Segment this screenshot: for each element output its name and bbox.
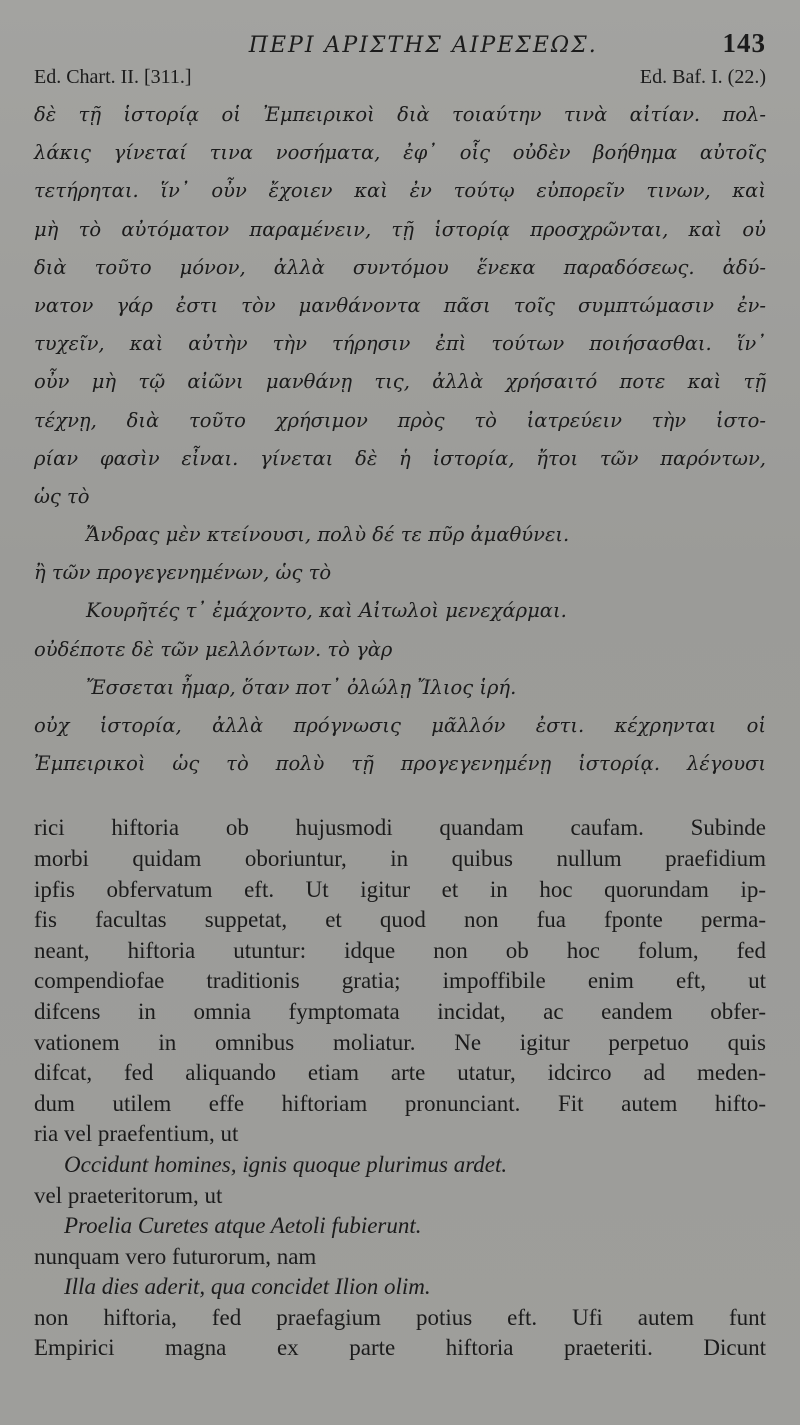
latin-verse-quotation: Illa dies aderit, qua concidet Ilion olim. xyxy=(64,1274,431,1300)
greek-line: οὐχ ἱστορία, ἀλλὰ πρόγνωσις μᾶλλόν ἐστι. κέχρηνται οἱ xyxy=(34,714,766,737)
section-gap xyxy=(34,783,766,813)
page-number: 143 xyxy=(722,28,766,58)
greek-line: οὐδέποτε δὲ τῶν μελλόντων. τὸ γὰρ xyxy=(34,637,393,661)
greek-line: τυχεῖν, καὶ αὐτὴν τὴν τήρησιν ἐπὶ τούτων ποιήσασθαι. ἵν᾽ xyxy=(34,332,766,356)
greek-line: τέχνῃ, διὰ τοῦτο χρήσιμον πρὸς τὸ ἰατρεύειν τὴν ἱστο- xyxy=(34,408,766,432)
greek-line: ἢ τῶν προγεγενημένων, ὡς τὸ xyxy=(34,561,332,585)
latin-line: vel praeteritorum, ut xyxy=(34,1182,223,1208)
greek-line: τετήρηται. ἵν᾽ οὖν ἔχοιεν καὶ ἐν τούτῳ εὐπορεῖν τινων, καὶ xyxy=(34,179,766,203)
greek-line: Ἐμπειρικοὶ ὡς τὸ πολὺ τῇ προγεγενημένῃ ἱστορίᾳ. λέγουσι xyxy=(34,752,766,776)
latin-verse-quotation: Occidunt homines, ignis quoque plurimus ardet. xyxy=(64,1151,508,1177)
greek-line: λάκις γίνεταί τινα νοσήματα, ἐφ᾽ οἷς οὐδὲν βοήθημα αὐτοῖς xyxy=(34,141,766,165)
greek-line: νατον γάρ ἐστι τὸν μανθάνοντα πᾶσι τοῖς συμπτώμασιν ἐν- xyxy=(34,293,766,317)
latin-line: vationem in omnibus moliatur. Ne igitur perpetuo quis xyxy=(34,1029,766,1055)
latin-line: fis facultas suppetat, et quod non fua fponte perma- xyxy=(34,907,766,933)
latin-line: rici hiftoria ob hujusmodi quandam caufam. Subinde xyxy=(34,815,766,841)
running-title: ΠΕΡΙ ΑΡΙΣΤΗΣ ΑΙΡΕΣΕΩΣ. xyxy=(248,33,598,58)
latin-line: dum utilem effe hiftoriam pronunciant. Fit autem hifto- xyxy=(34,1090,766,1116)
edition-chart-reference: Ed. Chart. II. [311.] xyxy=(34,66,192,88)
edition-basel-reference: Ed. Baf. I. (22.) xyxy=(639,66,766,88)
greek-verse-quotation: Κουρῆτές τ᾽ ἐμάχοντο, καὶ Αἰτωλοὶ μενεχάρμαι. xyxy=(86,599,567,623)
greek-verse-quotation: Ἔσσεται ἦμαρ, ὅταν ποτ᾽ ὀλώλῃ Ἴλιος ἱρή. xyxy=(86,675,517,699)
latin-line: difcat, fed aliquando etiam arte utatur, idcirco ad meden- xyxy=(34,1060,766,1086)
greek-text-block xyxy=(34,96,766,783)
greek-line: οὖν μὴ τῷ αἰῶνι μανθάνῃ τις, ἀλλὰ χρήσαιτό ποτε καὶ τῇ xyxy=(34,370,766,394)
greek-line: ὡς τὸ xyxy=(34,484,90,508)
latin-line: ipfis obfervatum eft. Ut igitur et in hoc quorundam ip- xyxy=(34,876,766,902)
greek-line: δὲ τῇ ἱστορίᾳ οἱ Ἐμπειρικοὶ διὰ τοιαύτην τινὰ αἰτίαν. πολ- xyxy=(34,103,766,126)
running-head xyxy=(34,28,766,64)
latin-line: non hiftoria, fed praefagium potius eft. Ufi autem funt xyxy=(34,1304,766,1330)
latin-line: Empirici magna ex parte hiftoria praeteriti. Dicunt xyxy=(34,1335,766,1361)
latin-verse-quotation: Proelia Curetes atque Aetoli fubierunt. xyxy=(64,1213,422,1239)
latin-line: morbi quidam oboriuntur, in quibus nullum praefidium xyxy=(34,845,766,871)
greek-verse-quotation: Ἄνδρας μὲν κτείνουσι, πολὺ δέ τε πῦρ ἀμαθύνει. xyxy=(86,523,570,547)
greek-line: μὴ τὸ αὐτόματον παραμένειν, τῇ ἱστορίᾳ προσχρῶνται, καὶ οὐ xyxy=(34,217,766,241)
latin-line: compendiofae traditionis gratia; impoffibile enim eft, ut xyxy=(34,968,766,994)
edition-references xyxy=(34,66,766,96)
latin-line: ria vel praefentium, ut xyxy=(34,1121,239,1147)
latin-line: difcens in omnia fymptomata incidat, ac eandem obfer- xyxy=(34,998,766,1024)
greek-line: διὰ τοῦτο μόνον, ἀλλὰ συντόμου ἕνεκα παραδόσεως. ἀδύ- xyxy=(34,255,766,279)
greek-line: ρίαν φασὶν εἶναι. γίνεται δὲ ἡ ἱστορία, ἤτοι τῶν παρόντων, xyxy=(34,446,766,470)
latin-text-block xyxy=(34,813,766,1364)
latin-line: neant, hiftoria utuntur: idque non ob hoc folum, fed xyxy=(34,937,766,963)
latin-line: nunquam vero futurorum, nam xyxy=(34,1243,317,1269)
